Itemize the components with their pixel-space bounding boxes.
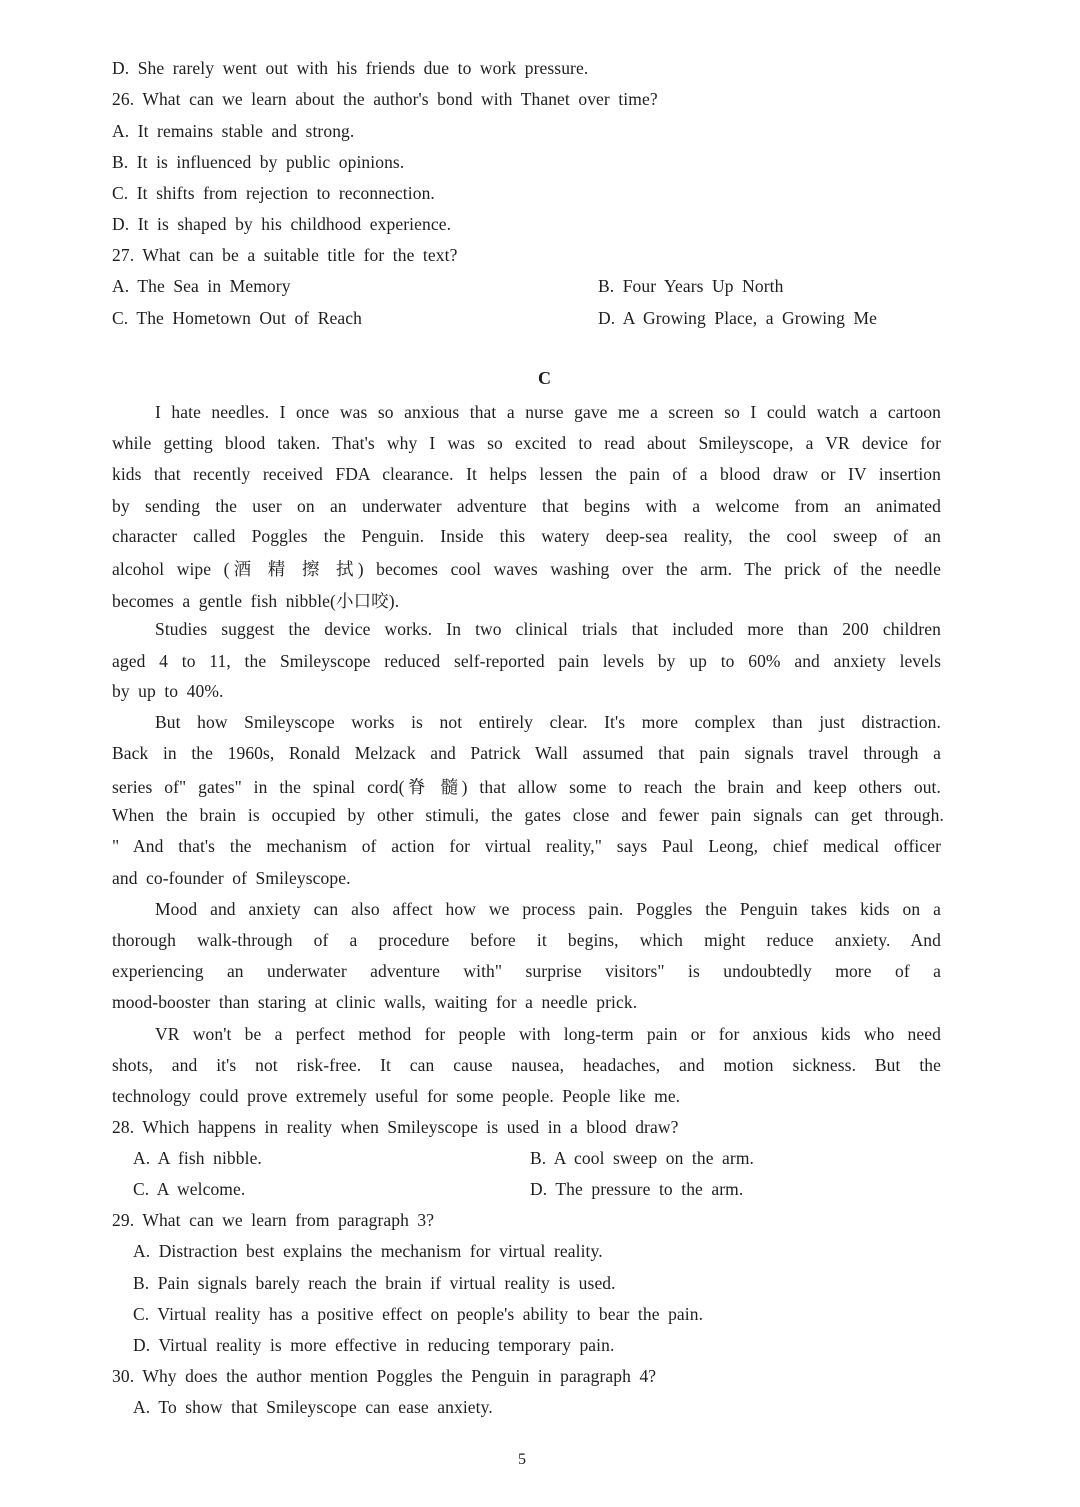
passage-line: technology could prove extremely useful for some people. People like me.: [112, 1086, 681, 1106]
passage-line: Back in the 1960s, Ronald Melzack and Patrick Wall assumed that pain signals travel through a: [112, 743, 941, 763]
q28-stem: 28. Which happens in reality when Smileyscope is used in a blood draw?: [112, 1117, 679, 1137]
section-heading: C: [538, 368, 552, 388]
q27-option-c: C. The Hometown Out of Reach: [112, 308, 362, 328]
passage-line: VR won't be a perfect method for people with long-term pain or for anxious kids who need: [155, 1024, 941, 1044]
passage-line: " And that's the mechanism of action for virtual reality," says Paul Leong, chief medical officer: [112, 836, 941, 856]
passage-line: I hate needles. I once was so anxious that a nurse gave me a screen so I could watch a cartoon: [155, 402, 941, 422]
q29-option-c: C. Virtual reality has a positive effect on people's ability to bear the pain.: [133, 1304, 704, 1324]
q29-option-a: A. Distraction best explains the mechanism for virtual reality.: [133, 1241, 603, 1261]
passage-line: by up to 40%.: [112, 681, 224, 701]
q26-stem: 26. What can we learn about the author's bond with Thanet over time?: [112, 89, 658, 109]
q27-option-b: B. Four Years Up North: [598, 276, 784, 296]
q26-option-c: C. It shifts from rejection to reconnection.: [112, 183, 435, 203]
passage-line: But how Smileyscope works is not entirely clear. It's more complex than just distraction.: [155, 712, 941, 732]
q28-option-d: D. The pressure to the arm.: [530, 1179, 744, 1199]
q27-option-d: D. A Growing Place, a Growing Me: [598, 308, 877, 328]
q26-option-b: B. It is influenced by public opinions.: [112, 152, 405, 172]
passage-line: series of" gates" in the spinal cord(脊 髓) that allow some to reach the brain and keep others out.: [112, 777, 941, 797]
passage-line: kids that recently received FDA clearance. It helps lessen the pain of a blood draw or IV insertion: [112, 464, 941, 484]
passage-line: shots, and it's not risk-free. It can cause nausea, headaches, and motion sickness. But the: [112, 1055, 941, 1075]
passage-line: Mood and anxiety can also affect how we process pain. Poggles the Penguin takes kids on a: [155, 899, 941, 919]
q26-option-a: A. It remains stable and strong.: [112, 121, 355, 141]
q30-option-a: A. To show that Smileyscope can ease anxiety.: [133, 1397, 493, 1417]
passage-line: and co-founder of Smileyscope.: [112, 868, 351, 888]
passage-line: aged 4 to 11, the Smileyscope reduced self-reported pain levels by up to 60% and anxiety levels: [112, 651, 941, 671]
passage-line: alcohol wipe (酒 精 擦 拭) becomes cool waves washing over the arm. The prick of the needle: [112, 559, 941, 579]
q27-option-a: A. The Sea in Memory: [112, 276, 291, 296]
passage-line: while getting blood taken. That's why I was so excited to read about Smileyscope, a VR device for: [112, 433, 941, 453]
passage-line: by sending the user on an underwater adventure that begins with a welcome from an animated: [112, 496, 941, 516]
q26-option-d: D. It is shaped by his childhood experience.: [112, 214, 452, 234]
passage-line: mood-booster than staring at clinic walls, waiting for a needle prick.: [112, 992, 638, 1012]
passage-line: thorough walk-through of a procedure before it begins, which might reduce anxiety. And: [112, 930, 941, 950]
passage-line: When the brain is occupied by other stimuli, the gates close and fewer pain signals can get through.: [112, 805, 944, 825]
passage-line: Studies suggest the device works. In two clinical trials that included more than 200 children: [155, 619, 941, 639]
q28-option-b: B. A cool sweep on the arm.: [530, 1148, 755, 1168]
q30-stem: 30. Why does the author mention Poggles the Penguin in paragraph 4?: [112, 1366, 657, 1386]
passage-line: character called Poggles the Penguin. Inside this watery deep-sea reality, the cool sweep of an: [112, 526, 941, 546]
q29-option-d: D. Virtual reality is more effective in reducing temporary pain.: [133, 1335, 615, 1355]
q27-stem: 27. What can be a suitable title for the text?: [112, 245, 458, 265]
page-number: 5: [518, 1451, 527, 1468]
q29-stem: 29. What can we learn from paragraph 3?: [112, 1210, 435, 1230]
q28-option-c: C. A welcome.: [133, 1179, 246, 1199]
q29-option-b: B. Pain signals barely reach the brain if virtual reality is used.: [133, 1273, 616, 1293]
passage-line: experiencing an underwater adventure with" surprise visitors" is undoubtedly more of a: [112, 961, 941, 981]
q25-option-d: D. She rarely went out with his friends due to work pressure.: [112, 58, 589, 78]
q28-option-a: A. A fish nibble.: [133, 1148, 262, 1168]
passage-line: becomes a gentle fish nibble(小口咬).: [112, 591, 400, 611]
